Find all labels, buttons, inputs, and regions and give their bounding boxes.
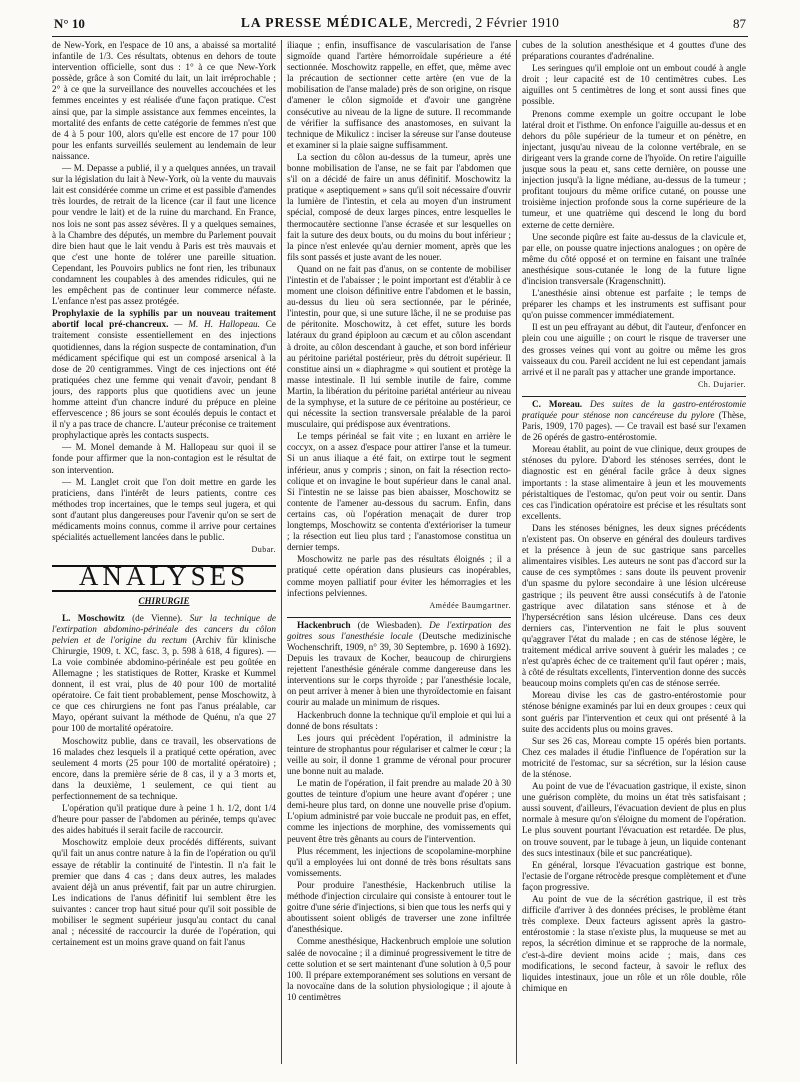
paragraph: Dans les sténoses bénignes, les deux signes précédents n'existent pas. On observe en général des douleurs tardives et la présence à jeun de suc gastrique sans parcelles alimentaires visibles. Les auteurs ne sont pas d'accord sur la cause de ces symptômes : sans doute ils peuvent provenir d'un spasme du pylore secondaire à une lésion ulcéreuse gastrique ; ils peuvent être aussi consécutifs à de l'atonie gastrique avec dilatation sans sténose et à de l'hypersécrétion sans lésion ulcéreuse. Dans ces deux derniers cas, l'intervention ne fait le plus souvent qu'aggraver l'état du malade ; en cas de sténose légère, le traitement médical arrive souvent à guérir les malades ; ce n'est qu'après échec de ce traitement qu'il faut opérer ; mais, à côté de résultats excellents, l'intervention donne des succès beaucoup moins complets qu'en cas de sténose serrée. — [522, 522, 746, 689]
paragraph: Prenons comme exemple un goitre occupant le lobe latéral droit et l'isthme. On enfonce l'aiguille au-dessus et en dehors du pôle supérieur de la tumeur et on pénètre, en injectant, jusqu'au niveau de la colonne vertébrale, en se dirigeant vers la grande corne de l'hyoïde. On retire l'aiguille jusque sous la peau et, sans cette dernière, on pousse une injection jusqu'à la ligne médiane, au-dessus de la tumeur ; profitant toujours du même orifice cutané, on pousse une troisième injection profonde sous la corne supérieure de la tumeur, et une quatrième qui descend le long du bord externe de cette dernière. — [522, 108, 746, 230]
article-title: Des suites de la gastro-entérostomie pratiquée pour sténose non cancéreuse du pylore — [522, 398, 746, 420]
issue-number: N° 10 — [54, 16, 85, 31]
abstract-entry: Hackenbruch (de Wiesbaden). De l'extirpation des goitres sous l'anesthésie locale (Deutsche medizinische Wochenschrift, 1909, n° 39, 30 Septembre, p. 1690 à 1692). Depuis les travaux de Kocher, beaucoup de chirurgiens rejettent l'anesthésie générale comme dangereuse dans les interventions sur le corps thyroïde ; par l'anesthésie locale, on peut arriver à mener à bien une thyroïdectomie en faisant courir au malade un minimum de risques. — [287, 619, 511, 708]
author-name: — M. H. Hallopeau. — [168, 319, 260, 330]
paragraph: Sur ses 26 cas, Moreau compte 15 opérés bien portants. Chez ces malades il étudie l'influence de l'opération sur la motricité de l'estomac, sur sa sécrétion, sur la lésion cause de la sténose. — [522, 735, 746, 779]
issue-date: , Mercredi, 2 Février 1910 — [408, 15, 560, 30]
paragraph: Quand on ne fait pas d'anus, on se contente de mobiliser l'intestin et de l'abaisser ; le point important est d'établir à ce moment une cloison définitive entre l'abdomen et le bassin, au-dessus du lieu où sera sectionnée, par le périnée, l'intestin, pour que, si une suture lâche, il ne se produise pas de péritonite. Moschowitz, à cet effet, suture les bords latéraux du grand épiploon au cæcum et au côlon ascendant à droite, au côlon descendant à gauche, et son bord inférieur au péritoine pariétal postérieur, près du détroit supérieur. Il constitue ainsi un « diaphragme » qui soutient et protège la masse intestinale. Il lui semble inutile de faire, comme Martin, la libération du péritoine pariétal antérieur au niveau de la symphyse, et la suture de ce péritoine au postérieur, ce qui nécessite la section transversale préalable de la paroi musculaire, qui prédispose aux éventrations. — [287, 263, 511, 430]
paragraph: cubes de la solution anesthésique et 4 gouttes d'une des préparations courantes d'adrénaline. — [522, 40, 746, 62]
paragraph: Hackenbruch donne la technique qu'il emploie et qui lui a donné de bons résultats : — [287, 709, 511, 731]
paragraph: Au point de vue de l'évacuation gastrique, il existe, sinon une guérison complète, du moins un état très satisfaisant ; aussi souvent, d'ailleurs, l'évacuation devient de plus en plus normale à mesure qu'on s'éloigne du moment de l'opération. Le plus souvent pourtant l'évacuation est retardée. De plus, on trouve souvent, par le tubage à jeun, un liquide contenant des sucs intestinaux (bile et suc pancréatique). — [522, 781, 746, 858]
section-banner-title: ANALYSES — [78, 561, 250, 592]
citation: (Archiv für klinische Chirurgie, 1909, t. XC, fasc. 3, p. 598 à 618, 4 figures). — [52, 634, 276, 656]
paragraph: Il est un peu effrayant au début, dit l'auteur, d'enfoncer en plein cou une aiguille ; on court le risque de traverser une des grosses veines qui vont au goitre ou même les gros vaisseaux du cou. Pareil accident ne lui est cependant jamais arrivé et il ne paraît pas y attacher une grande importance. — [522, 322, 746, 377]
author-name: Hackenbruch — [297, 619, 351, 630]
paragraph: Le matin de l'opération, il fait prendre au malade 20 à 30 gouttes de teinture d'opium une heure avant d'opérer ; une demi-heure plus tard, on donne une nouvelle prise d'opium. L'opium administré par voie buccale ne produit pas, en effet, comme les injections de morphine, des vomissements qui peuvent être très gênants au cours de l'intervention. — [287, 778, 511, 844]
paragraph: — M. Depasse a publié, il y a quelques années, un travail sur la législation du lait à New-York, où la vente du mauvais lait est considérée comme un crime et est passible d'amendes très lourdes, de retrait de la licence (car il faut une licence pour vendre le lait) et de la ruine du marchand. En France, nos lois ne sont pas assez sévères. Il y a quelques semaines, à la Chambre des députés, un membre du Parlement pouvait dire bien haut que le lait vendu à Paris est très mauvais et que c'est une honte de tolérer une pareille situation. Cependant, les Pouvoirs publics ne font rien, les tribunaux condamnent les coupables à des amendes ridicules, qui ne les empêchent pas de continuer leur commerce néfaste. L'enfance n'est pas assez protégée. — [52, 163, 276, 307]
subsection-title: Prophylaxie de la syphilis par un nouveau traitement abortif local pré-chancreux. — [52, 308, 276, 330]
column-divider — [281, 40, 282, 1064]
paragraph: Prophylaxie de la syphilis par un nouveau traitement abortif local pré-chancreux. — M. H. Hallopeau. Ce traitement consiste essentiellement en des injections quotidiennes, dans la région suspecte de contamination, d'un médicament spécifique qui est un composé arsenical à la dose de 20 centigrammes. Vingt de ces injections ont été pratiquées chez une femme qui venait d'avoir, pendant 8 jours, des rapports plus que quotidiens avec un jeune homme atteint d'un chancre induré du prépuce en pleine effervescence ; 86 jours se sont écoulés depuis le contact et il n'y a pas trace de chancre. L'auteur préconise ce traitement prophylactique après les contacts suspects. — [52, 308, 276, 441]
paragraph: Moschowitz ne parle pas des résultats éloignés ; il a pratiqué cette opération dans plusieurs cas inopérables, comme moyen palliatif pour éviter les hémorragies et les infections pelviennes. — [287, 554, 511, 598]
section-subhead: CHIRURGIE — [138, 596, 190, 607]
signature: Amédée Baumgartner. — [429, 600, 511, 610]
citation: (Thèse, Paris, 1909, 170 pages). — [522, 410, 746, 432]
divider — [522, 396, 746, 397]
citation: (Deutsche medizinische Wochenschrift, 1909, n° 39, 30 Septembre, p. 1690 à 1692). — [287, 630, 511, 652]
paragraph: Moschowitz emploie deux procédés différents, suivant qu'il fait un anus contre nature à la fin de l'opération ou qu'il essaye de rétablir la continuité de l'intestin. Il n'a fait le premier que dans 4 cas ; dans deux autres, les malades avaient déjà un anus préventif, fait par un autre chirurgien. Les indications de l'anus définitif lui semblent être les suivantes : cancer trop haut situé pour qu'il soit possible de mobiliser le segment supérieur jusqu'au contact du canal anal ; nécessité de raccourcir la durée de l'opération, qui certainement est un moins grave quand on fait l'anus — [52, 837, 276, 948]
paragraph: Les seringues qu'il emploie ont un embout coudé à angle droit ; leur capacité est de 10 centimètres cubes. Les aiguilles ont 5 centimètres de long et sont aussi fines que possible. — [522, 63, 746, 107]
journal-name: LA PRESSE MÉDICALE — [240, 15, 409, 30]
paragraph: Plus récemment, les injections de scopolamine-morphine qu'il a employées lui ont donné de très bons résultats sans vomissements. — [287, 845, 511, 878]
paragraph: — M. Monel demande à M. Hallopeau sur quoi il se fonde pour affirmer que la non-contagion est le résultat de son intervention. — [52, 442, 276, 475]
paragraph: Comme anesthésique, Hackenbruch emploie une solution salée de novocaïne ; il a diminué progressivement le titre de cette solution et se sert maintenant d'une solution à 0,5 pour 100. Il prépare extemporanément ses solutions en versant de la novocaïne dans de la solution physiologique ; il ajoute à 10 centimètres — [287, 936, 511, 1002]
article-title: De l'extirpation des goitres sous l'anesthésie locale — [287, 619, 511, 641]
abstract-entry: C. Moreau. Des suites de la gastro-entérostomie pratiquée pour sténose non cancéreuse du pylore (Thèse, Paris, 1909, 170 pages). — Ce travail est basé sur l'examen de 26 opérés de gastro-entérostomie. — [522, 398, 746, 443]
paragraph: Le temps périnéal se fait vite ; en luxant en arrière le coccyx, on a assez d'espace pour attirer l'anse et la tumeur. Si un anus iliaque a été fait, on extirpe tout le segment inférieur, anus y compris ; sinon, on fait la résection recto-colique et on invagine le bout supérieur dans le canal anal. Si l'intestin ne se laisse pas bien abaisser, Moschowitz se contente de l'amener au-dessous du sacrum. Enfin, dans certains cas, où l'opération menaçait de durer trop longtemps, Moschowitz se contenta d'extérioriser la tumeur ; la résection eut lieu plus tard ; l'anastomose constitua un dernier temps. — [287, 431, 511, 553]
signature: Dubar. — [251, 545, 276, 555]
paragraph: Au point de vue de la sécrétion gastrique, il est très difficile d'arriver à des données précises, le problème étant très complexe. Deux facteurs agissent après la gastro-entérostomie : la stase n'existe plus, la muqueuse se met au repos, la sécrétion diminue et se rapproche de la normale, c'est-à-dire devient moins acide ; mais, dans ces modifications, le second facteur, à savoir le reflux des liquides intestinaux, joue un rôle et un rôle double, rôle chimique en — [522, 894, 746, 993]
column-2 — [287, 40, 511, 1064]
section-banner — [52, 561, 276, 592]
paragraph: En général, lorsque l'évacuation gastrique est bonne, l'ectasie de l'organe rétrocède presque complètement et d'une façon progressive. — [522, 859, 746, 892]
paragraph: iliaque ; enfin, insuffisance de vascularisation de l'anse sigmoïde quand l'artère hémorroïdale supérieure a été sectionnée. Moschowitz rappelle, en effet, que, même avec la précaution de sectionner cette artère (en vue de la mobilisation de l'anse malade) près de son origine, on risque d'amener le côlon sigmoïde et d'avoir une gangrène consécutive au niveau de la ligne de suture. Il recommande de vérifier la suffisance des anastomoses, en suivant la technique de Mikulicz : inciser la séreuse sur l'anse douteuse et examiner si la plaie saigne suffisamment. — [287, 40, 511, 150]
paragraph: Moschowitz publie, dans ce travail, les observations de 16 malades chez lesquels il a pratiqué cette opération, avec seulement 4 morts (25 pour 100 de mortalité opératoire) ; encore, dans la première série de 8 cas, il y a 3 morts et, dans la deuxième, 1 seulement, ce qui tient au perfectionnement de sa technique. — [52, 735, 276, 801]
paragraph: L'anesthésie ainsi obtenue est parfaite ; le temps de préparer les champs et les instruments est suffisant pour qu'on puisse commencer immédiatement. — [522, 288, 746, 321]
paragraph: Une seconde piqûre est faite au-dessus de la clavicule et, par elle, on pousse quatre injections analogues ; on opère de même du côté opposé et on termine en faisant une traînée anesthésique sous-cutanée le long de la future ligne d'incision transversale (Kragenschnitt). — [522, 231, 746, 286]
column-3 — [522, 40, 746, 1064]
paragraph: de New-York, en l'espace de 10 ans, a abaissé sa mortalité infantile de 1/3. Ces résultats, obtenus en dehors de toute intervention officielle, sont dus : 1° à ce que New-York possède, grâce à son Comité du lait, un lait irréprochable ; 2° à ce que la surveillance des nouvelles accouchées et les femmes enceintes y est réalisée d'une façon pratique. C'est ainsi que, par la simple assistance aux femmes enceintes, la mortalité des enfants de cette catégorie de femmes n'est que de 4 à 5 pour 100, alors qu'elle est encore de 17 pour 100 pour les enfants surveillés seulement au lendemain de leur naissance. — [52, 40, 276, 161]
column-1 — [52, 40, 276, 1064]
paragraph: L'opération qu'il pratique dure à peine 1 h. 1/2, dont 1/4 d'heure pour passer de l'abdomen au périnée, temps qu'avec des aides habitués il serait facile de raccourcir. — [52, 803, 276, 836]
paragraph: — M. Langlet croit que l'on doit mettre en garde les praticiens, dans l'intérêt de leurs patients, contre ces méthodes trop incertaines, que le temps seul jugera, et qui sont d'autant plus dangereuses pour l'avenir qu'on se sert de médicaments moins connus, comme il arrive pour certaines spécialités actuellement lancées dans le public. — [52, 476, 276, 543]
abstract-entry: L. Moschowitz (de Vienne). Sur la technique de l'extirpation abdomino-périnéale des cancers du côlon pelvien et de l'origine du rectum (Archiv für klinische Chirurgie, 1909, t. XC, fasc. 3, p. 598 à 618, 4 figures). — La voie combinée abdomino-périnéale est peu goûtée en Allemagne ; les statistiques de Rotter, Kraske et Kummel donnent, il est vrai, plus de 40 pour 100 de mortalité opératoire. Ce fait tient probablement, pense Moschowitz, à ce que ces chirurgiens ne font pas l'anus préalable, car Mayo, opérant suivant la méthode de Quénu, n'a que 27 pour 100 de mortalité opératoire. — [52, 612, 276, 734]
signature: Ch. Dujarier. — [697, 379, 746, 389]
journal-title — [52, 15, 748, 31]
page-header — [52, 14, 748, 37]
column-divider — [516, 40, 517, 1064]
divider — [287, 617, 511, 618]
paragraph: La section du côlon au-dessus de la tumeur, après une bonne mobilisation de l'anse, ne se fait par l'abdomen que s'il on a décidé de faire un anus définitif. Moschowitz la pratique « aseptiquement » sans qu'il soit nécessaire d'ouvrir la lumière de l'intestin, et cela au moyen d'un instrument spécial, composé de deux larges pinces, entre lesquelles le thermocautère sectionne l'anse écrasée et sur lesquelles on fait la suture des deux bouts, ou du moins du bout inférieur ; la pince n'est enlevée qu'au dernier moment, après que les fils sont passés et juste avant de les nouer. — [287, 151, 511, 262]
paragraph: Moreau divise les cas de gastro-entérostomie pour sténose bénigne examinés par lui en deux groupes : ceux qui sont guéris par l'intervention et ceux qui ont présenté à la suite des accidents plus ou moins graves. — [522, 690, 746, 734]
author-name: C. Moreau. — [532, 398, 583, 409]
paragraph: Moreau établit, au point de vue clinique, deux groupes de sténoses du pylore. D'abord les sténoses serrées, dont le diagnostic est en général facile grâce à deux signes importants : la stase alimentaire à jeun et les mouvements péristaltiques de l'estomac, qu'on peut voir ou sentir. Dans ces cas l'indication opératoire est précise et les résultats sont excellents. — [522, 444, 746, 521]
page-number: 87 — [733, 16, 746, 31]
article-title: Sur la technique de l'extirpation abdomino-périnéale des cancers du côlon pelvien et de l'origine du rectum — [52, 612, 276, 645]
paragraph: Pour produire l'anesthésie, Hackenbruch utilise la méthode d'injection circulaire qui consiste à entourer tout le goitre d'une série d'injections, si bien que tous les nerfs qui y aboutissent soient obligés de traverser une zone infiltrée d'anesthésique. — [287, 879, 511, 935]
paragraph: Les jours qui précèdent l'opération, il administre la teinture de strophantus pour régulariser et calmer le cœur ; la veille au soir, il donne 1 gramme de véronal pour procurer une bonne nuit au malade. — [287, 732, 511, 776]
author-name: L. Moschowitz — [62, 612, 125, 623]
